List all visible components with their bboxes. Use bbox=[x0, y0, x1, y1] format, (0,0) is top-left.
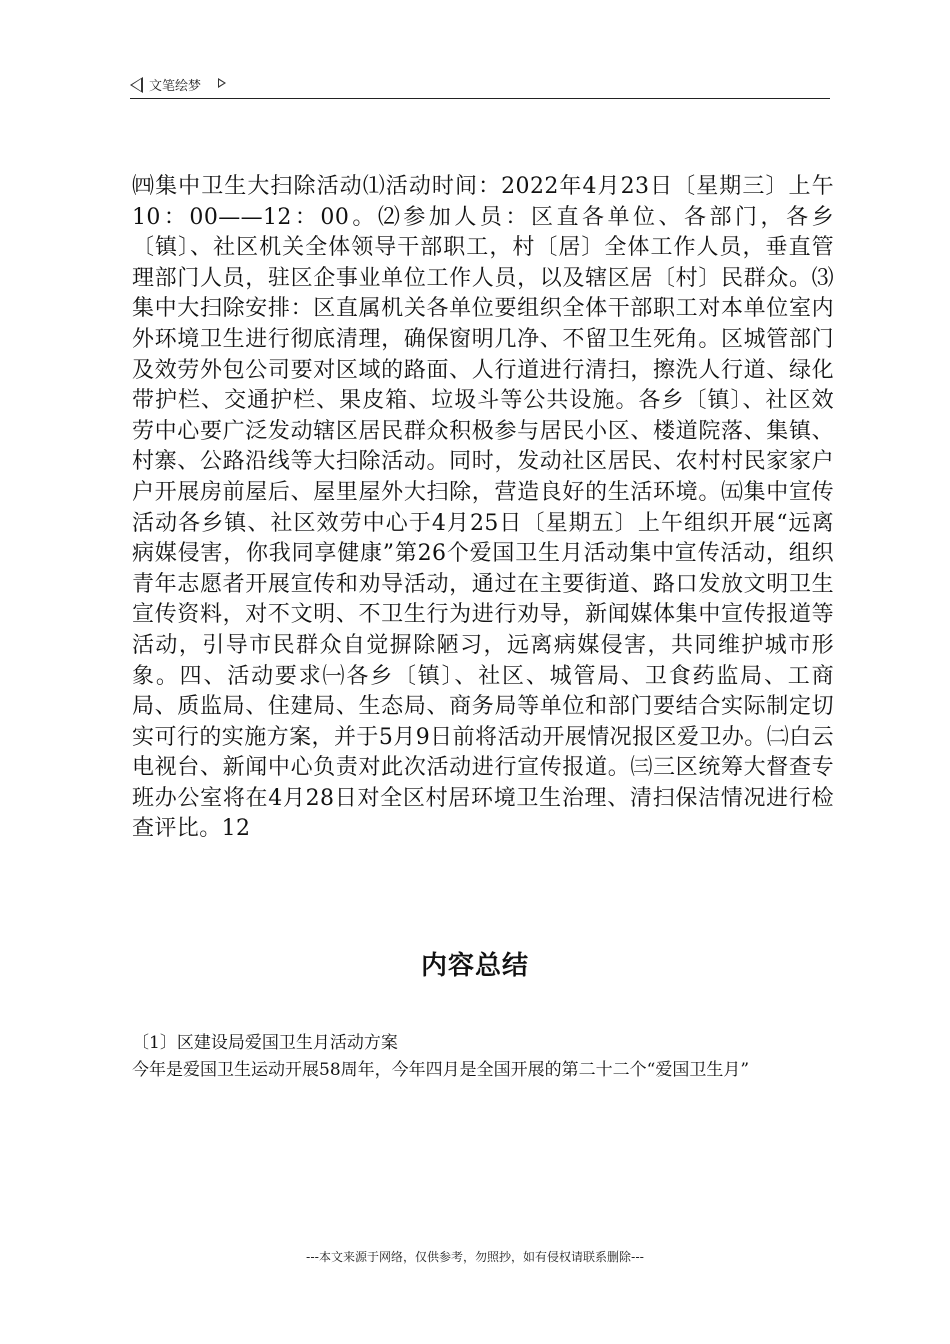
brand-label: 文笔绘梦 bbox=[149, 79, 202, 94]
left-triangle-icon bbox=[130, 77, 143, 93]
footer-disclaimer: ---本文来源于网络，仅供参考，勿照抄，如有侵权请联系删除--- bbox=[306, 1250, 644, 1264]
summary-title: 内容总结 bbox=[420, 951, 529, 981]
summary-item: 〔1〕区建设局爱国卫生月活动方案 bbox=[132, 1033, 398, 1053]
right-triangle-icon bbox=[218, 78, 226, 88]
page-header bbox=[130, 72, 830, 99]
summary-text: 今年是爱国卫生运动开展58周年，今年四月是全国开展的第二十二个“爱国卫生月” bbox=[132, 1060, 750, 1080]
body-paragraph: ㈣集中卫生大扫除活动⑴活动时间：2022年4月23日〔星期三〕上午10：00——12：00。⑵参加人员：区直各单位、各部门，各乡〔镇〕、社区机关全体领导干部职工，村〔居〕全体工作人员，垂直管理部门人员，驻区企事业单位工作人员，以及辖区居〔村〕民群众。⑶集中大扫除安排：区直属机关各单位要组织全体干部职工对本单位室内外环境卫生进行彻底清理，确保窗明几净、不留卫生死角。区城管部门及效劳外包公司要对区域的路面、人行道进行清扫，擦洗人行道、绿化带护栏、交通护栏、果皮箱、垃圾斗等公共设施。各乡〔镇〕、社区效劳中心要广泛发动辖区居民群众积极参与居民小区、楼道院落、集镇、村寨、公路沿线等大扫除活动。同时，发动社区居民、农村村民家家户户开展房前屋后、屋里屋外大扫除，营造良好的生活环境。㈤集中宣传活动各乡镇、社区效劳中心于4月25日〔星期五〕上午组织开展“远离病媒侵害，你我同享健康”第26个爱国卫生月活动集中宣传活动，组织青年志愿者开展宣传和劝导活动，通过在主要街道、路口发放文明卫生宣传资料，对不文明、不卫生行为进行劝导，新闻媒体集中宣传报道等活动，引导市民群众自觉摒除陋习，远离病媒侵害，共同维护城市形象。四、活动要求㈠各乡〔镇〕、社区、城管局、卫食药监局、工商局、质监局、住建局、生态局、商务局等单位和部门要结合实际制定切实可行的实施方案，并于5月9日前将活动开展情况报区爱卫办。㈡白云电视台、新闻中心负责对此次活动进行宣传报道。㈢三区统筹大督查专班办公室将在4月28日对全区村居环境卫生治理、清扫保洁情况进行检查评比。12 bbox=[132, 174, 834, 842]
